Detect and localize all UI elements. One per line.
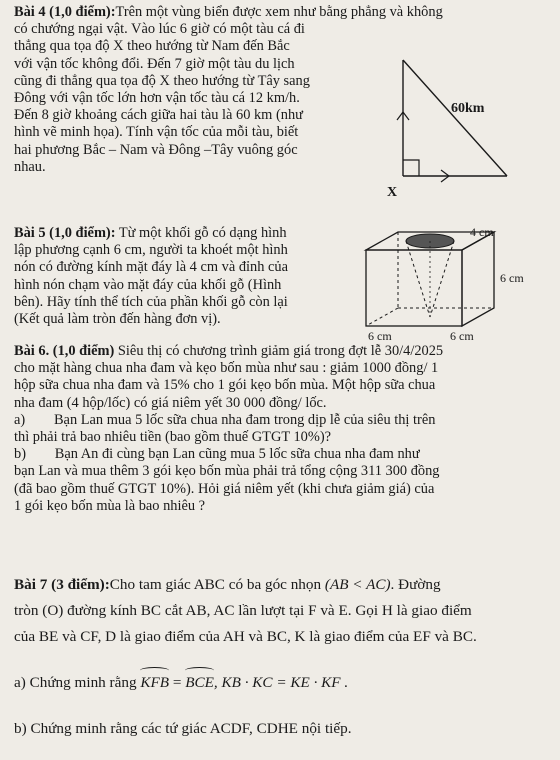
cone-diameter-label: 4 cm [470, 226, 494, 239]
angle-bce: BCE [185, 670, 214, 696]
problem-6 [14, 343, 443, 515]
problem-6-line: bạn Lan và mua thêm 3 gói kẹo bốn mùa phải trả tổng cộng 311 300 đồng [14, 463, 440, 480]
problem-4-line: hình vẽ minh họa). Tính vận tốc của mỗi tàu, biết [14, 124, 299, 141]
part-a-prefix: a) Chứng minh rằng [14, 674, 141, 691]
part-a-rest: , KB · KC = KE · KF . [213, 674, 349, 691]
problem-7-text-end: . Đường [390, 576, 441, 593]
cube-right-face [462, 232, 494, 326]
problem-6-title: Bài 6. (1,0 điểm) [14, 343, 115, 359]
problem-5-line: nón có đường kính mặt đáy là 4 cm và đỉnh của [14, 259, 288, 276]
problem-5-line: hình nón chạm vào mặt đáy của khối gỗ (Hình [14, 276, 282, 293]
problem-7-line: tròn (O) đường kính BC cắt AB, AC lần lượt tại F và E. Gọi H là giao điểm [14, 602, 472, 619]
problem-7-condition: (AB < AC) [324, 576, 391, 593]
problem-5-line: (Kết quả làm tròn đến hàng đơn vị). [14, 311, 221, 328]
problem-7-text: Cho tam giác ABC có ba góc nhọn [109, 576, 325, 593]
distance-line [403, 60, 507, 176]
problem-7-title: Bài 7 (3 điểm): [14, 576, 110, 593]
problem-4-line: hai phương Bắc – Nam và Đông –Tây vuông góc [14, 141, 298, 158]
problem-7 [14, 572, 477, 742]
distance-label: 60km [451, 101, 485, 116]
problem-4-line: thẳng qua tọa độ X theo hướng từ Nam đến Bắc [14, 38, 290, 55]
problem-7-line: của BE và CF, D là giao điểm của AH và BC, K là giao điểm của EF và BC. [14, 628, 477, 645]
part-a-equals: = [169, 674, 186, 691]
problem-4-line: có chướng ngại vật. Vào lúc 6 giờ có một tàu cá đi [14, 21, 305, 38]
angle-kfb: KFB [140, 670, 169, 696]
problem-4-line: cũng đi thẳng qua tọa độ X theo hướng từ Tây sang [14, 72, 310, 89]
problem-5-line: bên). Hãy tính thể tích của phần khối gỗ còn lại [14, 293, 288, 310]
problem-6-line: (đã bao gồm thuế GTGT 10%). Hỏi giá niêm yết (khi chưa giảm giá) của [14, 480, 435, 497]
problem-6-line: b) Bạn An đi cùng bạn Lan cũng mua 5 lốc sữa chua nha đam như [14, 446, 420, 463]
problem-5 [14, 225, 288, 328]
problem-7-part-b: b) Chứng minh rằng các tứ giác ACDF, CDHE nội tiếp. [14, 720, 352, 737]
problem-5-line: Từ một khối gỗ có dạng hình [115, 225, 287, 241]
problem-4-title: Bài 4 (1,0 điểm): [14, 4, 116, 20]
problem-6-line: nha đam (4 hộp/lốc) có giá niêm yết 30 000 đồng/ lốc. [14, 394, 327, 411]
problem-4-line: với vận tốc không đổi. Đến 7 giờ một tàu du lịch [14, 55, 295, 72]
problem-6-line: Siêu thị có chương trình giảm giá trong đợt lễ 30/4/2025 [114, 343, 444, 359]
problem-6-line: hộp sữa chua nha đam và 15% cho 1 gói kẹo bốn mùa. Một hộp sữa chua [14, 377, 436, 394]
hidden-edge [366, 308, 398, 326]
ship-triangle-figure [385, 36, 535, 206]
cube-width-label: 6 cm [368, 329, 392, 343]
cone-side [430, 241, 454, 317]
point-x-label: X [387, 185, 398, 200]
cone-side [406, 241, 430, 317]
problem-5-line: lập phương cạnh 6 cm, người ta khoét một hình [14, 242, 288, 259]
problem-4-line: Đến 8 giờ khoảng cách giữa hai tàu là 60 km (như [14, 107, 303, 124]
cube-height-label: 6 cm [500, 271, 524, 285]
problem-6-line: 1 gói kẹo bốn mùa là bao nhiêu ? [14, 497, 206, 514]
problem-6-line: thì phải trả bao nhiêu tiền (bao gồm thuế GTGT 10%)? [14, 429, 332, 446]
problem-4-line: Đông với vận tốc lớn hơn vận tốc tàu cá 12 km/h. [14, 90, 300, 107]
problem-4-line: nhau. [14, 158, 46, 175]
cube-cone-figure [358, 226, 548, 344]
cube-depth-label: 6 cm [450, 329, 474, 343]
problem-6-line: cho mặt hàng chua nha đam và kẹo bốn mùa như sau : giảm 1000 đồng/ 1 [14, 360, 439, 377]
problem-5-title: Bài 5 (1,0 điểm): [14, 225, 116, 241]
right-angle-mark [403, 160, 419, 176]
problem-6-line: a) Bạn Lan mua 5 lốc sữa chua nha đam trong dịp lễ của siêu thị trên [14, 411, 436, 428]
cube-front-face [366, 250, 462, 326]
problem-7-part-a [14, 670, 477, 696]
problem-4-line: Trên một vùng biển được xem như bằng phẳng và không [115, 4, 443, 20]
